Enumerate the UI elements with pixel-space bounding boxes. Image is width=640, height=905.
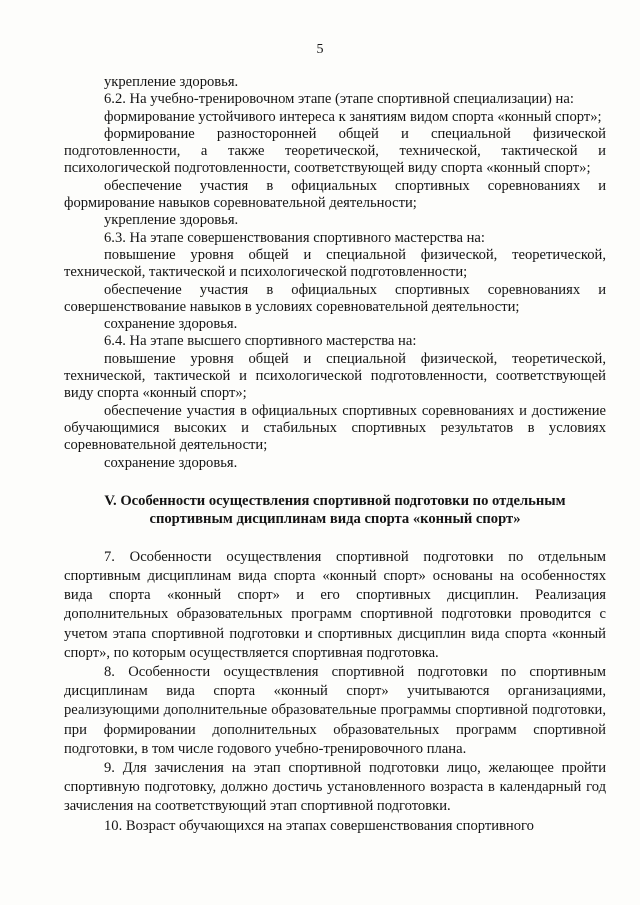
paragraph: повышение уровня общей и специальной физической, теоретической, технической, тактической и психологической подготовленности;	[64, 246, 606, 281]
paragraph: 7. Особенности осуществления спортивной подготовки по отдельным спортивным дисциплинам вида спорта «конный спорт» основаны на особенностях вида спорта «конный спорт» и его спортивных дисциплин. Реализация дополнительных образовательных программ спортивной подготовки проводится с учетом этапа спортивной подготовки и спортивных дисциплин вида спорта «конный спорт», по которым осуществляется спортивная подготовка.	[64, 548, 606, 661]
paragraph: 6.4. На этапе высшего спортивного мастерства на:	[104, 333, 417, 350]
paragraph: 6.2. На учебно-тренировочном этапе (этапе спортивной специализации) на:	[104, 91, 574, 108]
paragraph: укрепление здоровья.	[104, 74, 239, 90]
paragraph: обеспечение участия в официальных спортивных соревнованиях и достижение обучающимися высоких и стабильных спортивных результатов в условиях соревновательной деятельности;	[64, 402, 606, 454]
paragraph: укрепление здоровья.	[104, 212, 239, 229]
paragraph: формирование разносторонней общей и специальной физической подготовленности, а также теоретической, технической, тактической и психологической подготовленности, соответствующей виду спорта «конный спорт»;	[64, 125, 606, 177]
paragraph: обеспечение участия в официальных спортивных соревнованиях и совершенствование навыков в условиях соревновательной деятельности;	[64, 281, 606, 315]
section-heading-line-1: V. Особенности осуществления спортивной подготовки по отдельным	[104, 492, 566, 509]
document-body	[64, 74, 606, 836]
paragraph: повышение уровня общей и специальной физической, теоретической, технической, тактической и психологической подготовленности, соответствующей виду спорта «конный спорт»;	[64, 350, 606, 402]
paragraph: 8. Особенности осуществления спортивной подготовки по спортивным дисциплинам вида спорта «конный спорт» учитываются организациями, реализующими дополнительные образовательные программы спортивной подготовки, при формировании дополнительных образовательных программ спортивной подготовки, в том числе годового учебно-тренировочного плана.	[64, 664, 606, 757]
paragraph: 9. Для зачисления на этап спортивной подготовки лицо, желающее пройти спортивную подготовку, должно достичь установленного возраста в календарный год зачисления на соответствующий этап спортивной подготовки.	[64, 760, 606, 815]
paragraph: 10. Возраст обучающихся на этапах совершенствования спортивного	[104, 817, 534, 834]
paragraph: 6.3. На этапе совершенствования спортивного мастерства на:	[104, 229, 485, 246]
section-heading-line-2: спортивным дисциплинам вида спорта «конный спорт»	[149, 510, 521, 527]
section-heading	[64, 492, 606, 528]
paragraph: формирование устойчивого интереса к занятиям видом спорта «конный спорт»;	[104, 108, 602, 125]
goals-list	[64, 74, 606, 472]
paragraph: сохранение здоровья.	[104, 316, 238, 333]
paragraph: обеспечение участия в официальных спортивных соревнованиях и формирование навыков соревновательной деятельности;	[64, 177, 606, 212]
paragraph: сохранение здоровья.	[104, 454, 238, 471]
page-number: 5	[316, 42, 324, 57]
section-paragraphs	[64, 548, 606, 836]
